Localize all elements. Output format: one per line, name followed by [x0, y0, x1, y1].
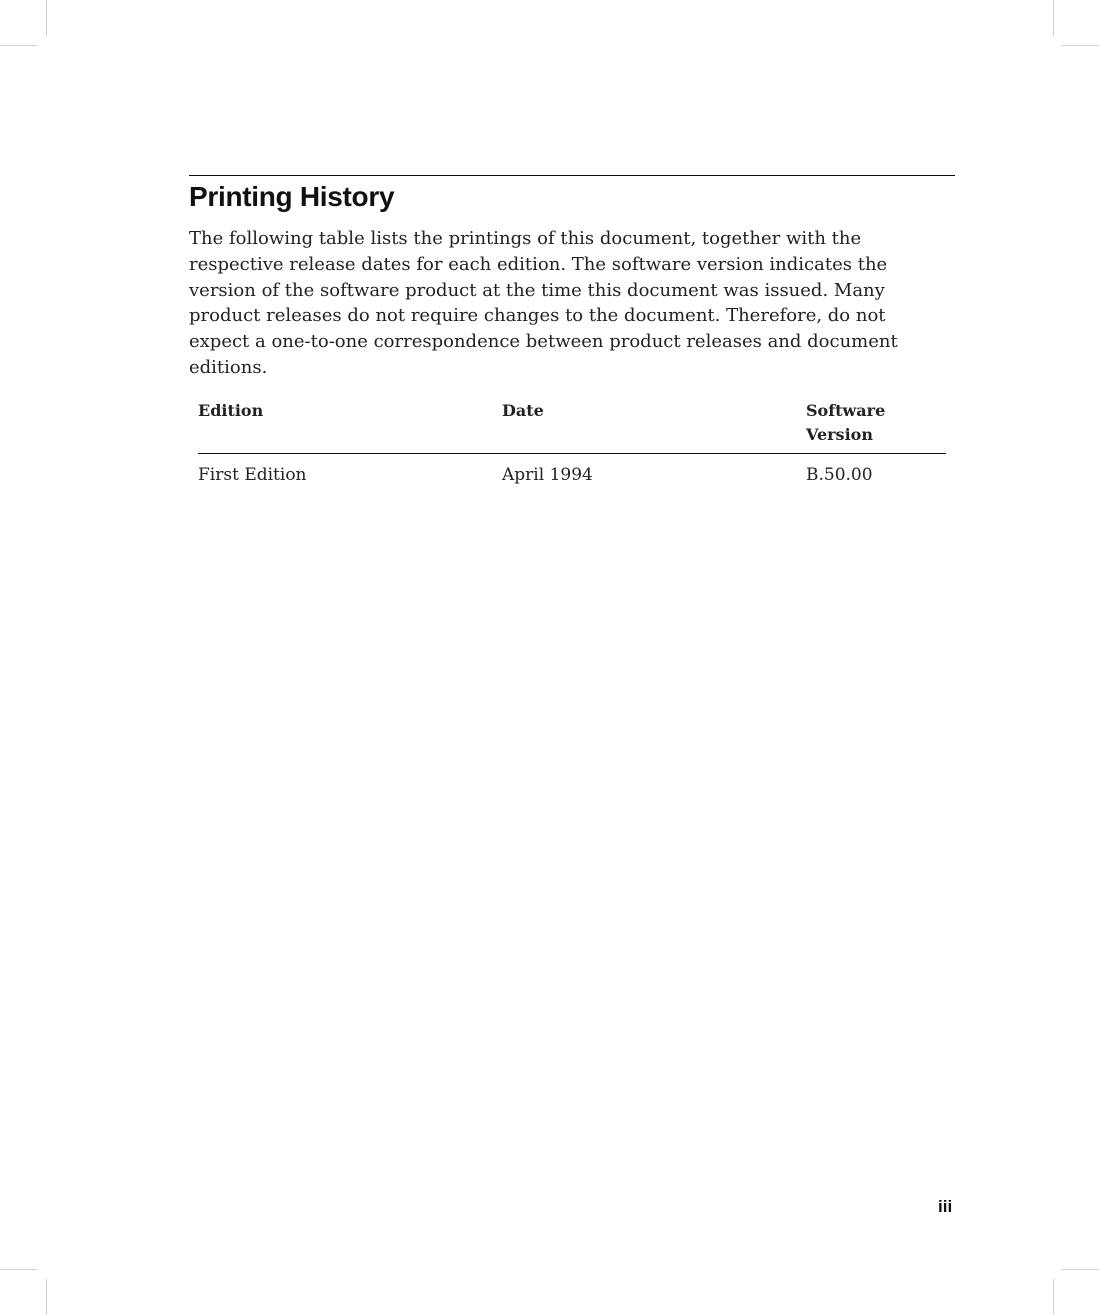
table-row: [198, 454, 946, 488]
intro-paragraph: The following table lists the printings of this document, together with the respective release dates for each edition. The software version indicates the version of the software product at the time this document was issued. Many product releases do not require changes to the document. Therefore, do not expect a one-to-one correspondence between product releases and document editions.: [189, 228, 898, 378]
section-top-rule: [189, 175, 955, 176]
crop-mark: [0, 1269, 37, 1270]
crop-mark: [1062, 45, 1099, 46]
section-title: Printing History: [189, 181, 395, 212]
crop-mark: [1062, 1269, 1099, 1270]
crop-mark: [1053, 0, 1054, 36]
printing-history-table: [198, 399, 946, 487]
column-header-edition: Edition: [198, 399, 502, 454]
table-header-row: [198, 399, 946, 454]
column-header-date: Date: [502, 399, 806, 454]
crop-mark: [1053, 1279, 1054, 1315]
page-number: iii: [938, 1197, 953, 1216]
cell-date: April 1994: [502, 465, 593, 485]
column-header-software-version-line2: Version: [806, 425, 873, 444]
column-header-software-version-line1: Software: [806, 401, 886, 420]
crop-mark: [46, 1279, 47, 1315]
cell-edition: First Edition: [198, 465, 307, 485]
column-header-software-version: [806, 399, 946, 454]
crop-mark: [46, 0, 47, 36]
cell-software-version: B.50.00: [806, 465, 873, 485]
crop-mark: [0, 45, 37, 46]
